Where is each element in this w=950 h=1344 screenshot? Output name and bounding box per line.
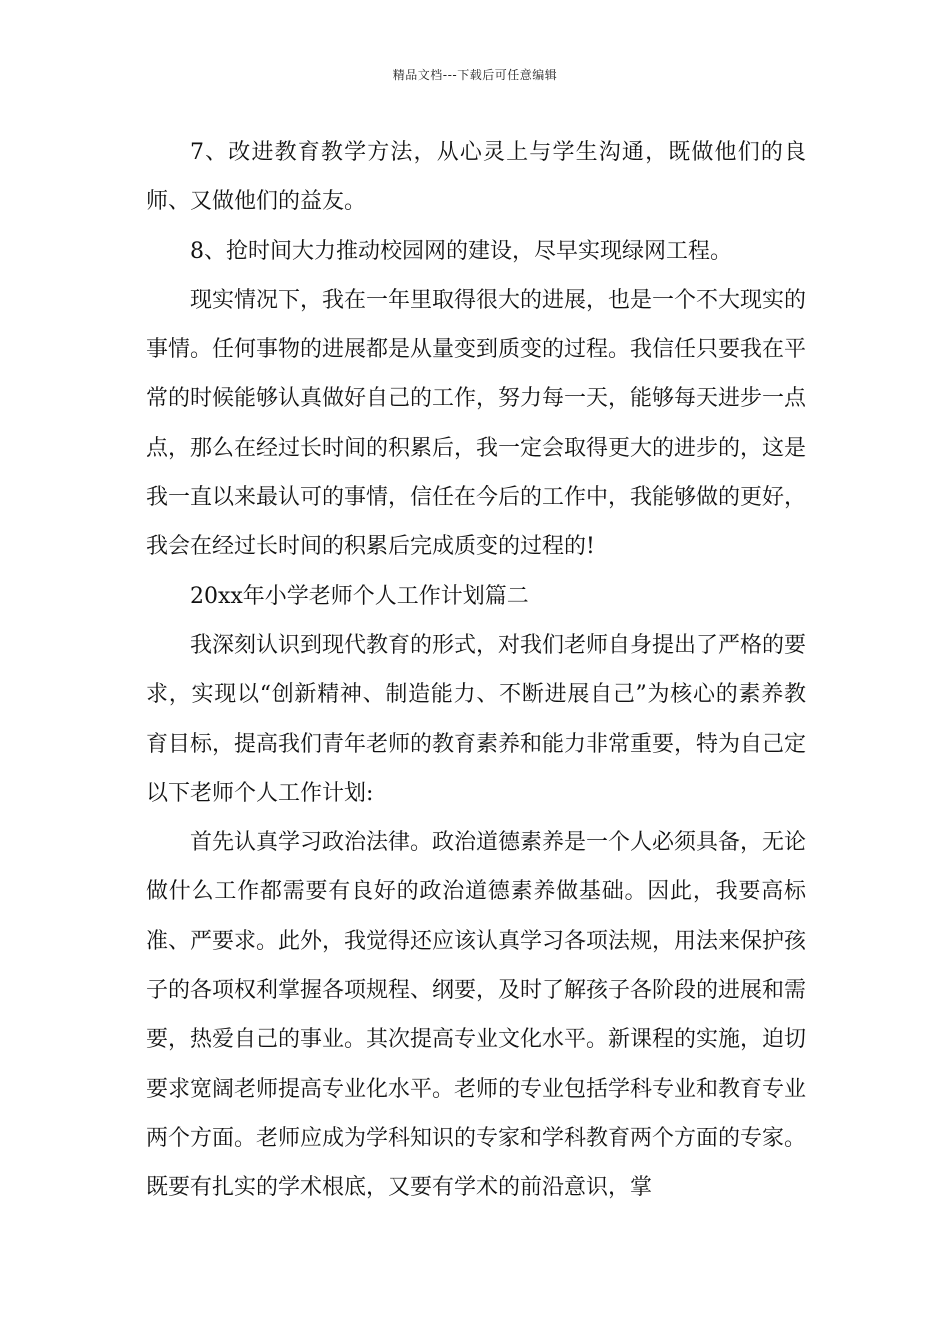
paragraph-item-8: 8、抢时间大力推动校园网的建设，尽早实现绿网工程。 (190, 238, 732, 264)
paragraph-study: 首先认真学习政治法律。政治道德素养是一个人必须具备，无论做什么工作都需要有良好的政治道德素养做基础。因此，我要高标准、严要求。此外，我觉得还应该认真学习各项法规，用法来保护孩子的各项权利掌握各项规程、纲要，及时了解孩子各阶段的进展和需要，热爱自己的事业。其次提高专业文化水平。新课程的实施，迫切要求宽阔老师提高专业化水平。老师的专业包括学科专业和教育专业两个方面。老师应成为学科知识的专家和学科教育两个方面的专家。既要有扎实的学术根底，又要有学术的前沿意识，掌 (146, 830, 807, 1201)
page-header: 精品文档---下载后可任意编辑 (392, 68, 558, 82)
document-body (146, 128, 806, 1213)
paragraph-item-7: 7、改进教育教学方法，从心灵上与学生沟通，既做他们的良师、又做他们的益友。 (146, 140, 806, 215)
paragraph-reality: 现实情况下，我在一年里取得很大的进展，也是一个不大现实的事情。任何事物的进展都是从量变到质变的过程。我信任只要我在平常的时候能够认真做好自己的工作，努力每一天，能够每天进步一点点，那么在经过长时间的积累后，我一定会取得更大的进步的，这是我一直以来最认可的事情，信任在今后的工作中，我能够做的更好，我会在经过长时间的积累后完成质变的过程的! (146, 287, 807, 560)
paragraph-intro: 我深刻认识到现代教育的形式，对我们老师自身提出了严格的要求，实现以“创新精神、制造能力、不断进展自己”为核心的素养教育目标，提高我们青年老师的教育素养和能力非常重要，特为自己定以下老师个人工作计划: (146, 632, 807, 806)
section-heading: 20xx年小学老师个人工作计划篇二 (190, 583, 529, 609)
